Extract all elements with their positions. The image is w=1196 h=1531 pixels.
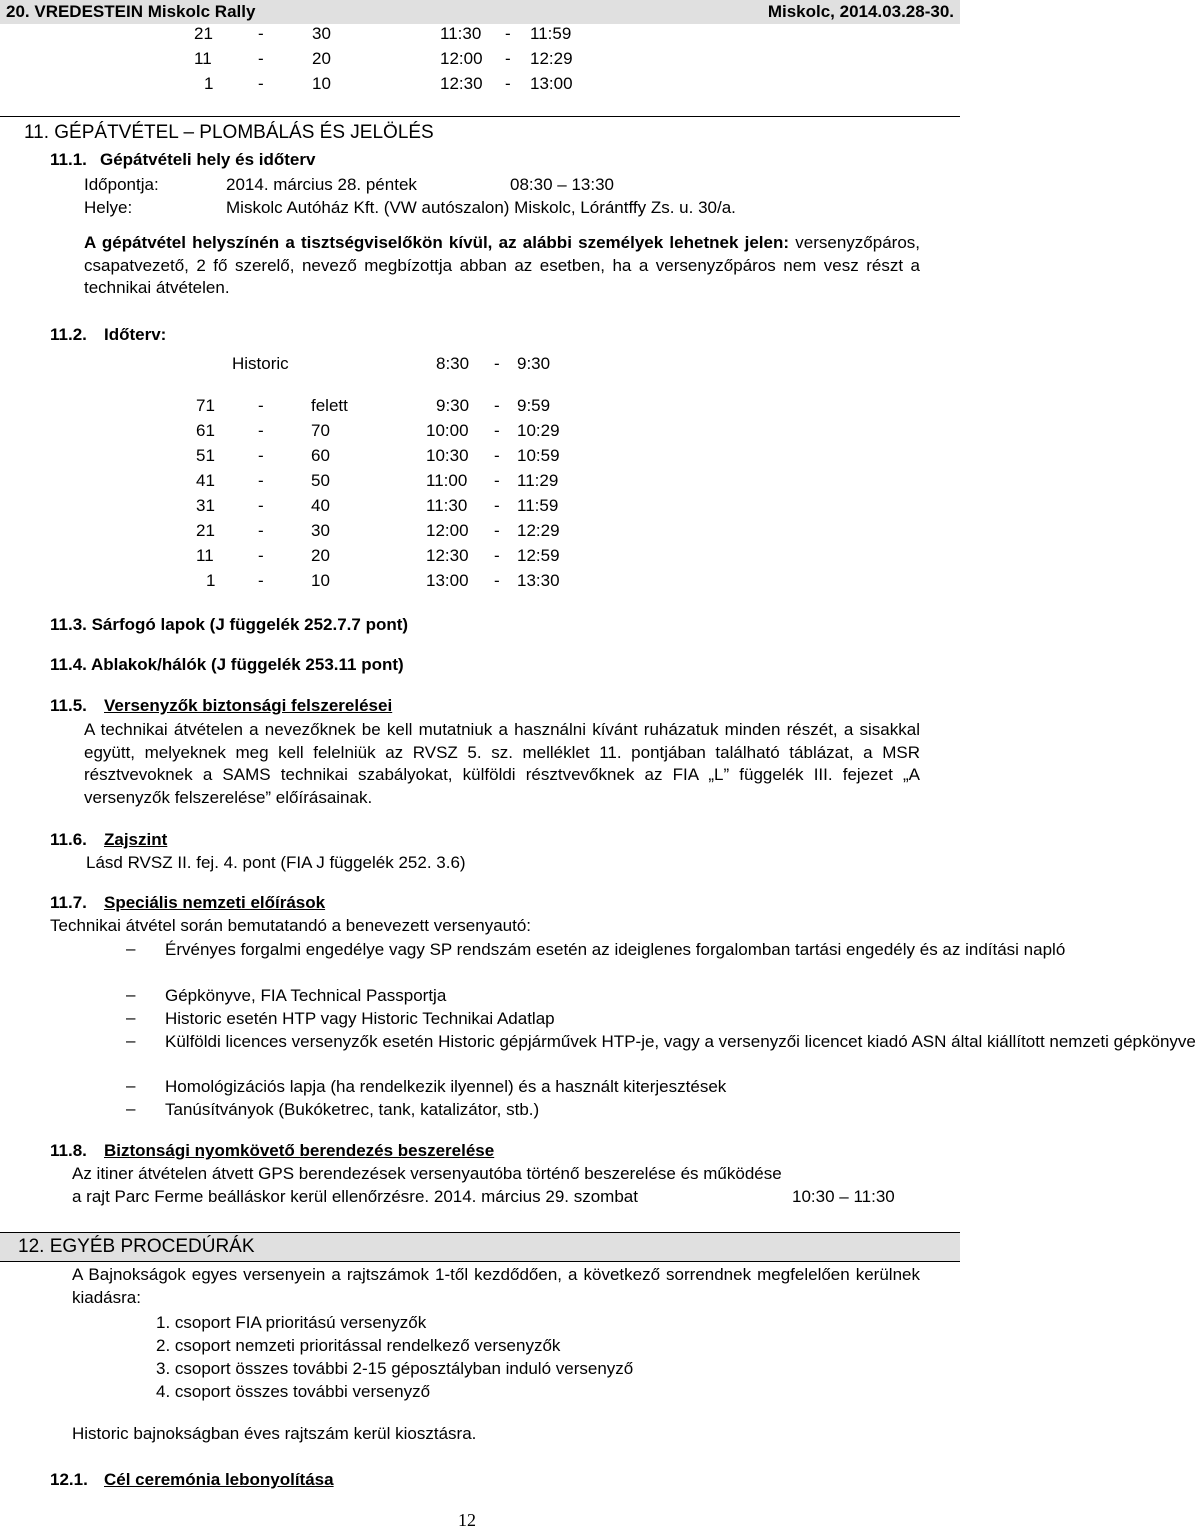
noise-level-text: Lásd RVSZ II. fej. 4. pont (FIA J függelék 252. 3.6) <box>86 853 466 872</box>
range-start: 1 <box>206 571 216 590</box>
time-dash: - <box>494 471 500 490</box>
schedule-row <box>0 47 960 73</box>
list-dash: – <box>126 1008 136 1027</box>
subsection-11-7-number: 11.7. <box>50 893 87 912</box>
inspection-date-label: Időpontja: <box>84 175 159 194</box>
schedule-row <box>0 22 960 48</box>
page-number: 12 <box>458 1510 476 1530</box>
subsection-11-1-title: Gépátvételi hely és időterv <box>100 150 316 169</box>
range-dash: - <box>258 521 264 540</box>
subsection-11-6-title: Zajszint <box>104 830 168 849</box>
top-schedule-rows <box>0 22 960 100</box>
range-start: 71 <box>196 396 215 415</box>
range-dash: - <box>258 571 264 590</box>
schedule-row <box>0 72 960 98</box>
national-rules-intro: Technikai átvétel során bemutatandó a benevezett versenyautó: <box>50 916 532 935</box>
start-numbers-intro: A Bajnokságok egyes versenyein a rajtszámok 1-től kezdődően, a következő sorrendnek megfelelően kerülnek kiadásra: <box>72 1265 920 1307</box>
range-end: felett <box>311 396 348 415</box>
time-end: 11:59 <box>517 496 559 515</box>
time-start: 11:00 <box>426 471 468 490</box>
range-start: 31 <box>196 496 215 515</box>
time-end: 12:29 <box>517 521 560 540</box>
priority-groups-list <box>0 1313 960 1407</box>
inspection-place-label: Helye: <box>84 198 133 217</box>
subsection-11-5-title: Versenyzők biztonsági felszerelései <box>104 696 393 715</box>
time-start: 11:30 <box>440 24 482 43</box>
range-end: 40 <box>311 496 330 515</box>
time-start: 10:30 <box>426 446 469 465</box>
historic-time-start: 8:30 <box>436 354 470 373</box>
attendees-paragraph-rest: versenyzőpáros, csapatvezető, 2 fő szerelő, nevező megbízottja abban az esetben, ha a versenyzőpáros nem vesz részt a technikai átvételen. <box>84 233 920 297</box>
range-end: 60 <box>311 446 330 465</box>
subsection-12-1-title: Cél ceremónia lebonyolítása <box>104 1470 334 1489</box>
subsection-11-4: 11.4. Ablakok/hálók (J függelék 253.11 pont) <box>50 655 404 674</box>
gps-check-time: 10:30 – 11:30 <box>792 1187 895 1206</box>
historic-dash: - <box>494 354 500 373</box>
time-end: 11:59 <box>530 24 572 43</box>
time-start: 10:00 <box>426 421 469 440</box>
attendees-paragraph <box>84 232 920 300</box>
range-end: 30 <box>311 521 330 540</box>
subsection-11-7-title: Speciális nemzeti előírások <box>104 893 326 912</box>
time-end: 9:59 <box>517 396 551 415</box>
range-start: 51 <box>196 446 215 465</box>
time-dash: - <box>494 546 500 565</box>
list-item <box>0 1008 960 1031</box>
list-dash: – <box>126 1031 136 1050</box>
list-dash: – <box>126 1099 136 1118</box>
time-start: 12:00 <box>440 49 483 68</box>
time-start: 12:30 <box>440 74 483 93</box>
time-end: 10:29 <box>517 421 560 440</box>
inspection-place-value: Miskolc Autóház Kft. (VW autószalon) Miskolc, Lórántffy Zs. u. 30/a. <box>226 198 736 217</box>
range-dash: - <box>258 546 264 565</box>
range-dash: - <box>258 471 264 490</box>
list-item <box>0 1076 960 1099</box>
range-end: 20 <box>312 49 331 68</box>
time-end: 13:00 <box>530 74 573 93</box>
list-item-text: Érvényes forgalmi engedélye vagy SP rendszám esetén az ideiglenes forgalomban tartási engedély és az indítási napló <box>165 940 1066 959</box>
range-end: 70 <box>311 421 330 440</box>
time-dash: - <box>494 496 500 515</box>
range-dash: - <box>258 396 264 415</box>
list-dash: – <box>126 985 136 1004</box>
section-12-bar <box>0 1232 960 1262</box>
time-dash: - <box>505 24 511 43</box>
list-item: 2. csoport nemzeti prioritással rendelkező versenyzők <box>156 1336 561 1355</box>
list-item: 3. csoport összes további 2-15 géposztályban induló versenyző <box>156 1359 634 1378</box>
list-item-text: Tanúsítványok (Bukóketrec, tank, katalizátor, stb.) <box>165 1100 540 1119</box>
time-dash: - <box>494 571 500 590</box>
inspection-date-value: 2014. március 28. péntek <box>226 175 417 194</box>
schedule-row <box>0 544 960 569</box>
list-dash: – <box>126 939 136 958</box>
time-end: 11:29 <box>517 471 559 490</box>
range-dash: - <box>258 24 264 43</box>
section-divider <box>0 116 960 117</box>
time-dash: - <box>494 421 500 440</box>
time-dash: - <box>494 521 500 540</box>
time-start: 11:30 <box>426 496 468 515</box>
schedule-row <box>0 469 960 494</box>
schedule-row <box>0 419 960 444</box>
list-item <box>0 939 1066 985</box>
historic-time-end: 9:30 <box>517 354 551 373</box>
list-item <box>0 985 960 1008</box>
range-dash: - <box>258 496 264 515</box>
header-location-date: Miskolc, 2014.03.28-30. <box>767 2 954 21</box>
range-start: 41 <box>196 471 215 490</box>
range-end: 10 <box>311 571 330 590</box>
list-item-text: Homológizációs lapja (ha rendelkezik ilyennel) és a használt kiterjesztések <box>165 1077 727 1096</box>
subsection-11-2-number: 11.2. <box>50 325 87 344</box>
range-end: 30 <box>312 24 331 43</box>
list-item: 1. csoport FIA prioritású versenyzők <box>156 1313 427 1332</box>
subsection-11-2-title: Időterv: <box>104 325 167 344</box>
subsection-11-6-number: 11.6. <box>50 830 87 849</box>
time-start: 12:00 <box>426 521 469 540</box>
inspection-date-time: 08:30 – 13:30 <box>510 175 614 194</box>
time-end: 12:59 <box>517 546 560 565</box>
attendees-paragraph-bold: A gépátvétel helyszínén a tisztségviselőkön kívül, az alábbi személyek lehetnek jelen: <box>84 233 790 252</box>
list-item <box>0 1099 960 1122</box>
range-end: 50 <box>311 471 330 490</box>
time-start: 9:30 <box>436 396 470 415</box>
range-end: 10 <box>312 74 331 93</box>
subsection-11-8-number: 11.8. <box>50 1141 87 1160</box>
range-start: 11 <box>194 49 212 68</box>
subsection-12-1-number: 12.1. <box>50 1470 88 1489</box>
list-item <box>0 1031 1196 1077</box>
historic-label: Historic <box>232 354 289 373</box>
schedule-row <box>0 444 960 469</box>
range-dash: - <box>258 421 264 440</box>
subsection-11-8-title: Biztonsági nyomkövető berendezés beszerelése <box>104 1141 495 1160</box>
time-dash: - <box>494 396 500 415</box>
page-header <box>0 0 960 24</box>
range-dash: - <box>258 49 264 68</box>
range-dash: - <box>258 446 264 465</box>
time-dash: - <box>505 49 511 68</box>
time-dash: - <box>505 74 511 93</box>
range-start: 21 <box>196 521 215 540</box>
list-item: 4. csoport összes további versenyző <box>156 1382 431 1401</box>
subsection-11-1-number: 11.1. <box>50 150 87 169</box>
safety-equipment-paragraph: A technikai átvételen a nevezőknek be kell mutatniuk a használni kívánt ruházatuk minden részét, a sisakkal együtt, melyeknek meg kell felelniük az RVSZ 5. sz. melléklet 11. pontjában található táblázat, a MSR résztvevoknek a SAMS technikai szabályokat, külföldi résztvevőknek az FIA „L” függelék III. fejezet „A versenyzők felszerelése” előírásainak. <box>84 720 920 807</box>
schedule-row <box>0 394 960 419</box>
required-documents-list <box>0 939 1196 1129</box>
section-11-title: 11. GÉPÁTVÉTEL – PLOMBÁLÁS ÉS JELÖLÉS <box>24 122 434 143</box>
range-start: 11 <box>196 546 214 565</box>
range-start: 21 <box>194 24 213 43</box>
gps-paragraph-line-2: a rajt Parc Ferme beálláskor kerül ellenőrzésre. 2014. március 29. szombat <box>72 1187 638 1206</box>
subsection-11-5-number: 11.5. <box>50 696 87 715</box>
range-start: 1 <box>204 74 214 93</box>
time-end: 12:29 <box>530 49 573 68</box>
list-dash: – <box>126 1076 136 1095</box>
time-dash: - <box>494 446 500 465</box>
list-item-text: Külföldi licences versenyzők esetén Historic gépjárművek HTP-je, vagy a versenyzői licencet kiadó ASN által kiállított nemzeti gépkönyve <box>165 1032 1196 1051</box>
class-schedule-table <box>0 394 960 599</box>
time-start: 13:00 <box>426 571 469 590</box>
subsection-11-3: 11.3. Sárfogó lapok (J függelék 252.7.7 pont) <box>50 615 409 634</box>
schedule-row <box>0 569 960 594</box>
list-item-text: Gépkönyve, FIA Technical Passportja <box>165 986 447 1005</box>
schedule-row <box>0 494 960 519</box>
range-end: 20 <box>311 546 330 565</box>
time-end: 13:30 <box>517 571 560 590</box>
time-end: 10:59 <box>517 446 560 465</box>
schedule-row <box>0 519 960 544</box>
list-item-text: Historic esetén HTP vagy Historic Technikai Adatlap <box>165 1009 555 1028</box>
gps-paragraph-line-1: Az itiner átvételen átvett GPS berendezések versenyautóba történő beszerelése és működése <box>72 1164 782 1183</box>
header-event-title: 20. VREDESTEIN Miskolc Rally <box>6 2 256 21</box>
range-start: 61 <box>196 421 215 440</box>
range-dash: - <box>258 74 264 93</box>
historic-start-number-note: Historic bajnokságban éves rajtszám kerül kiosztásra. <box>72 1424 477 1443</box>
section-12-title: 12. EGYÉB PROCEDÚRÁK <box>18 1236 255 1257</box>
time-start: 12:30 <box>426 546 469 565</box>
